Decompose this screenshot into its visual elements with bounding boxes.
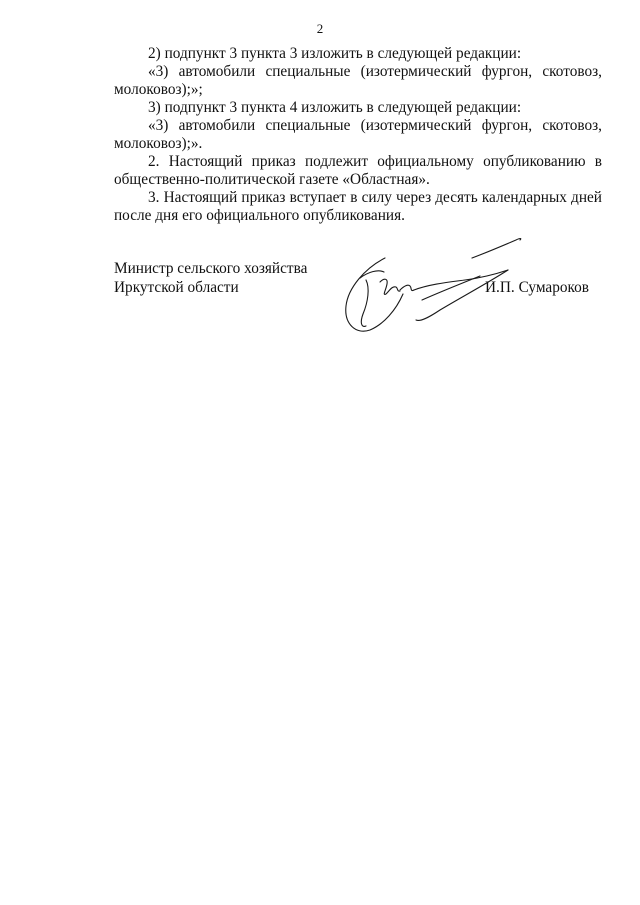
quote-word: «3) [148,117,169,134]
quote-line [114,117,602,135]
quote-word: автомобили [178,117,256,134]
quote-line-tail: молоковоз);». [114,135,203,152]
document-body [114,45,602,225]
quote-word: скотовоз, [542,63,602,80]
signatory-title-line: Министр сельского хозяйства [114,260,308,277]
signatory-title-line: Иркутской области [114,279,239,296]
quote-word: скотовоз, [542,117,602,134]
paragraph-effective-date: 3. Настоящий приказ вступает в силу через десять календарных дней после дня его официального опубликования. [114,189,602,224]
quote-word: «3) [148,63,169,80]
quote-word: (изотермический [360,63,472,80]
quote-line [114,63,602,81]
quote-line-tail: молоковоз);»; [114,81,203,98]
quote-word: специальные [265,63,351,80]
quote-word: фургон, [481,117,533,134]
paragraph-publication: 2. Настоящий приказ подлежит официальному опубликованию в общественно-политической газете «Областная». [114,153,602,188]
paragraph-quote-1 [114,63,602,99]
page-number: 2 [316,21,324,36]
signatory-title [114,259,307,297]
paragraph-item-2: 2) подпункт 3 пункта 3 изложить в следующей редакции: [148,45,522,62]
quote-word: (изотермический [360,117,472,134]
quote-word: автомобили [178,63,256,80]
paragraph-quote-2 [114,117,602,153]
quote-word: специальные [265,117,351,134]
paragraph-item-3: 3) подпункт 3 пункта 4 изложить в следующей редакции: [148,99,522,116]
quote-word: фургон, [481,63,533,80]
signatory-name: И.П. Сумароков [485,279,590,296]
